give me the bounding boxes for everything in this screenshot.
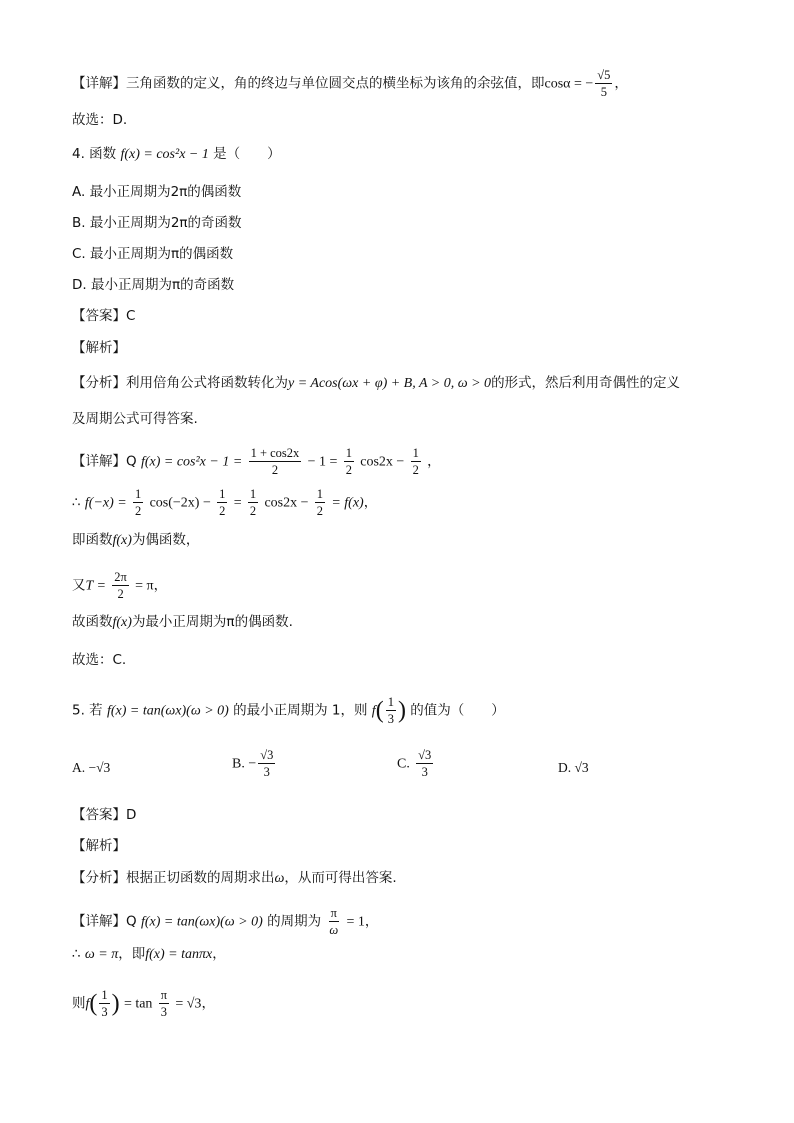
analysis-4-heading: 【解析】 [72,340,126,356]
detail-4-even: 即函数f(x)为偶函数， [72,532,200,548]
q4-option-a: A. 最小正周期为2π的偶函数 [72,184,242,200]
detail-4-step1: 【详解】Q f(x) = cos²x − 1 = $\frac{1 + \cos 2x}{2}$ − 1 = $\frac{1}{2}$ cos2x − $\frac{1}{2}$ ， [72,446,441,477]
detail-5-step2: ∴ ω = π，即f(x) = tanπx， [72,946,226,962]
q5-option-b: B. − $\frac{√3}{3}$ [232,748,274,779]
choose-c-line: 故选：C. [72,652,127,668]
q4-option-b: B. 最小正周期为2π的奇函数 [72,215,242,231]
choose-d-line: 故选：D. [72,112,128,128]
analysis-5-text: 【分析】根据正切函数的周期求出ω，从而可得出答案. [72,870,397,886]
question-4: 4. 函数 f(x) = cos²x − 1 是（ ） [72,146,281,162]
answer-5: 【答案】D [72,807,137,823]
answer-4: 【答案】C [72,308,136,324]
q5-option-d: D. √3 [558,760,589,775]
q5-option-a: A. −√3 [72,760,111,775]
detail-line-cos: 【详解】三角函数的定义，角的终边与单位圆交点的横坐标为该角的余弦值，即cosα = − $\frac{√5}{5}$ ， [72,68,628,99]
detail-5-step1: 【详解】Q f(x) = tan(ωx)(ω > 0) 的周期为 $\frac{\pi}{\omega}$ = 1， [72,906,379,937]
analysis-4-text-cont: 及周期公式可得答案. [72,411,198,427]
detail-4-step2: ∴ f(−x) = $\frac{1}{2}$ cos(−2x) − $\frac{1}{2}$ = $\frac{1}{2}$ cos2x − $\frac{1}{2}$ = f(x)， [72,487,378,518]
analysis-4-text: 【分析】利用倍角公式将函数转化为y = Acos(ωx + φ) + B, A > 0, ω > 0的形式，然后利用奇偶性的定义 [72,375,681,391]
detail-5-step3: 则f( $\frac{1}{3}$ ) = tan $\frac{\pi}{3}$ = √3， [72,988,215,1019]
detail-4-conclusion: 故函数f(x)为最小正周期为π的偶函数. [72,614,293,630]
q4-option-c: C. 最小正周期为π的偶函数 [72,246,234,262]
detail-4-period: 又T = $\frac{2\pi}{2}$ = π， [72,570,168,601]
q5-options [72,748,732,782]
question-5: 5. 若 f(x) = tan(ωx)(ω > 0) 的最小正周期为 1，则 f( $\frac{1}{3}$ ) 的值为（ ） [72,695,505,726]
q4-option-d: D. 最小正周期为π的奇函数 [72,277,235,293]
q5-option-c: C. $\frac{√3}{3}$ [397,748,432,779]
analysis-5-heading: 【解析】 [72,838,126,854]
